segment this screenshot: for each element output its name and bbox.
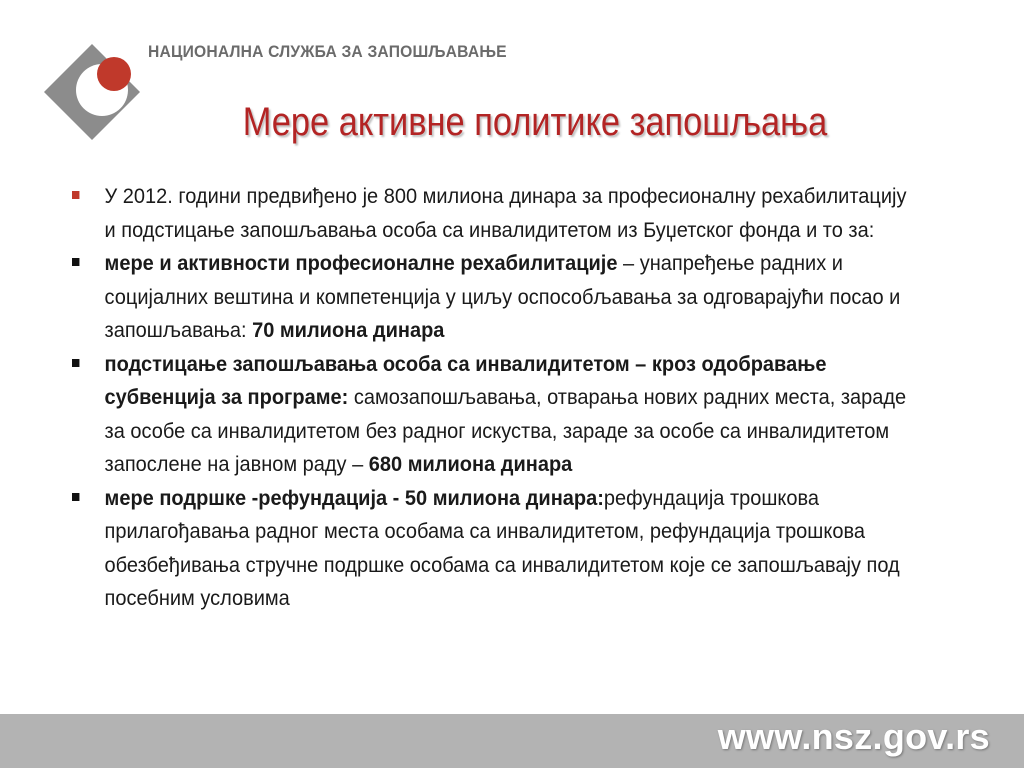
slide-body	[72, 180, 932, 616]
website-url: www.nsz.gov.rs	[717, 716, 990, 757]
list-item	[72, 482, 923, 616]
square-bullet-icon	[72, 258, 79, 266]
list-item-text: рефундација трошкова прилагођавања радног места особама са инвалидитетом, рефундација трошкова обезбеђивања стручне подршке особама са инвалидитетом које се запошљавају под посебним условима	[104, 485, 900, 610]
square-bullet-icon	[72, 359, 79, 367]
square-bullet-icon	[72, 191, 79, 199]
list-item-heading: мере подршке -рефундација - 50 милиона динара:	[104, 485, 604, 510]
slide-title: Мере активне политике запошљања	[242, 100, 828, 144]
organization-name: НАЦИОНАЛНА СЛУЖБА ЗА ЗАПОШЉАВАЊЕ	[148, 42, 507, 61]
footer-bar	[0, 714, 1024, 768]
list-item-amount: 70 милиона динара	[252, 318, 445, 342]
list-item-heading: подстицање запошљавања особа са инвалидитетом – кроз одобравање субвенција за програме:	[104, 351, 827, 409]
list-item-heading: мере и активности професионалне рехабилитације	[104, 251, 618, 275]
list-item-text: У 2012. години предвиђено је 800 милиона динара за професионалну рехабилитацију и подстицање запошљавања особа са инвалидитетом из Буџетског фонда и то за:	[104, 184, 907, 242]
list-item-text: самозапошљавања, отварања нових радних места, зараде за особе са инвалидитетом без радног искуства, зараде за особе са инвалидитетом запослене на јавном раду –	[104, 385, 907, 476]
list-item	[72, 247, 923, 348]
list-item	[72, 348, 923, 482]
list-item-amount: 680 милиона динара	[368, 452, 573, 476]
list-item	[72, 180, 923, 247]
square-bullet-icon	[72, 493, 79, 501]
list-item-text: – унапређење радних и социјалних вештина и компетенција у циљу оспособљавања за одговарајући посао и запошљавања:	[104, 251, 901, 342]
